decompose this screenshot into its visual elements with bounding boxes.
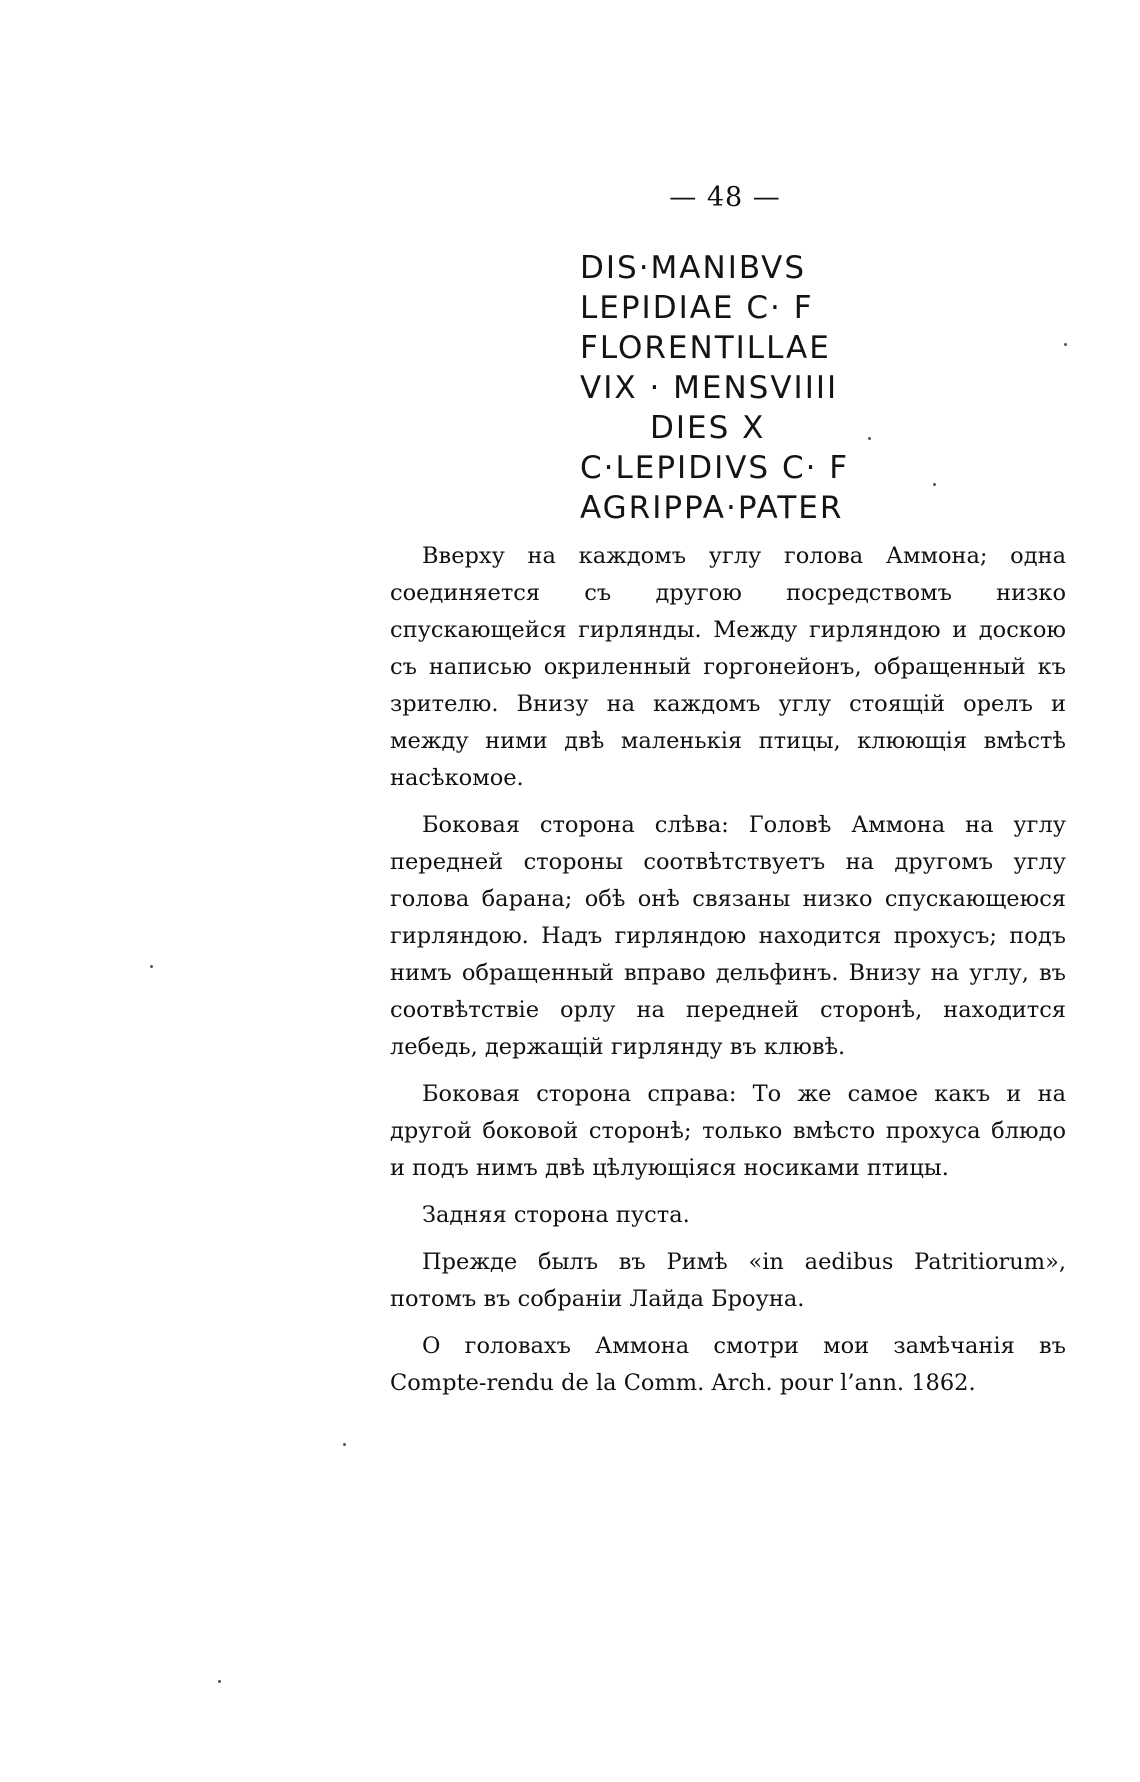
- print-speck: [868, 437, 871, 440]
- inscription-line: LEPIDIAE C· F: [580, 290, 814, 326]
- print-speck: [933, 483, 936, 486]
- paragraph-left-side: Боковая сторона слѣва: Головѣ Аммона на углу передней стороны соотвѣтствуетъ на другомъ углу голова барана; обѣ онѣ связаны низко спускающеюся гирляндою. Надъ гирляндою находится прохусъ; подъ нимъ обращенный вправо дельфинъ. Внизу на углу, въ соотвѣтствіе орлу на передней сторонѣ, находится лебедь, держащій гирлянду въ клювѣ.: [390, 812, 1066, 1060]
- latin-inscription: [580, 248, 880, 528]
- paragraph-provenance: Прежде былъ въ Римѣ «in aedibus Patritiorum», потомъ въ собраніи Лайда Броуна.: [390, 1249, 1066, 1312]
- inscription-line: C·LEPIDIVS C· F: [580, 450, 850, 486]
- paragraph-back-side: Задняя сторона пуста.: [422, 1202, 690, 1228]
- print-speck: [343, 1443, 346, 1446]
- page-number: — 48 —: [669, 182, 781, 213]
- paragraph-reference: О головахъ Аммона смотри мои замѣчанія въ Compte-rendu de la Comm. Arch. pour l’ann. 1862.: [390, 1333, 1066, 1396]
- inscription-line: DIS·MANIBVS: [580, 250, 807, 286]
- description-text: [390, 538, 1066, 1402]
- print-speck: [1064, 343, 1067, 346]
- inscription-line: VIX · MENSVIIII: [580, 370, 839, 406]
- paragraph-right-side: Боковая сторона справа: То же самое какъ и на другой боковой сторонѣ; только вмѣсто прохуса блюдо и подъ нимъ двѣ цѣлующіяся носиками птицы.: [390, 1081, 1066, 1181]
- print-speck: [218, 1680, 221, 1683]
- inscription-line: AGRIPPA·PATER: [580, 490, 844, 526]
- print-speck: [150, 965, 153, 968]
- inscription-line: DIES X: [650, 410, 766, 446]
- paragraph-front-side: Вверху на каждомъ углу голова Аммона; одна соединяется съ другою посредствомъ низко спускающейся гирлянды. Между гирляндою и доскою съ написью окриленный горгонейонъ, обращенный къ зрителю. Внизу на каждомъ углу стоящій орелъ и между ними двѣ маленькія птицы, клюющія вмѣстѣ насѣкомое.: [390, 543, 1066, 791]
- inscription-line: FLORENTILLAE: [580, 330, 831, 366]
